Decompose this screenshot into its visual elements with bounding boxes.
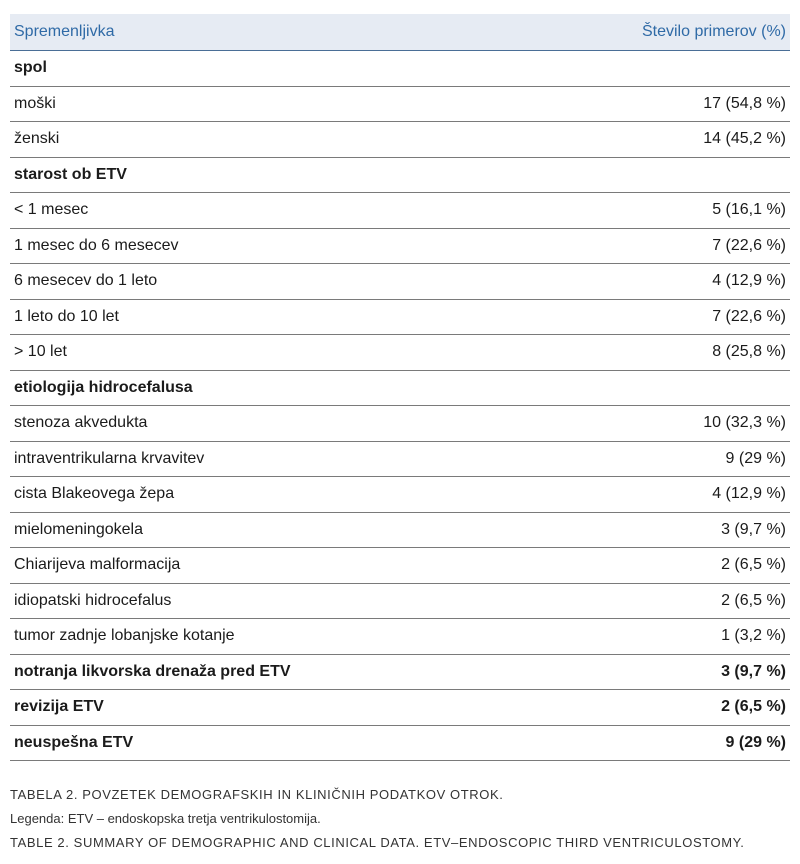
table-row: [10, 335, 790, 371]
table-row: [10, 299, 790, 335]
row-value: 14 (45,2 %): [515, 122, 790, 158]
row-value: [515, 370, 790, 406]
table-row: [10, 228, 790, 264]
table-row: [10, 122, 790, 158]
row-value: 7 (22,6 %): [515, 299, 790, 335]
table-row: [10, 512, 790, 548]
caption-english-title: TABLE 2. SUMMARY OF DEMOGRAPHIC AND CLINICAL DATA. ETV–ENDOSCOPIC THIRD VENTRICULOSTOMY.: [10, 835, 745, 850]
row-value: 10 (32,3 %): [515, 406, 790, 442]
section-header-row: [10, 51, 790, 87]
table-body: [10, 51, 790, 761]
row-value: 2 (6,5 %): [515, 583, 790, 619]
row-value: 4 (12,9 %): [515, 477, 790, 513]
table-row: [10, 725, 790, 761]
row-value: 9 (29 %): [515, 725, 790, 761]
table-row: [10, 654, 790, 690]
row-label: notranja likvorska drenaža pred ETV: [10, 654, 515, 690]
row-label: moški: [10, 86, 515, 122]
table-row: [10, 264, 790, 300]
table-row: [10, 619, 790, 655]
row-label: idiopatski hidrocefalus: [10, 583, 515, 619]
section-header-row: [10, 157, 790, 193]
row-label: < 1 mesec: [10, 193, 515, 229]
row-label: spol: [10, 51, 515, 87]
row-value: 9 (29 %): [515, 441, 790, 477]
row-value: 4 (12,9 %): [515, 264, 790, 300]
row-label: mielomeningokela: [10, 512, 515, 548]
row-value: 3 (9,7 %): [515, 654, 790, 690]
row-value: [515, 51, 790, 87]
row-label: tumor zadnje lobanjske kotanje: [10, 619, 515, 655]
header-case-count: Število primerov (%): [515, 14, 790, 51]
row-value: 1 (3,2 %): [515, 619, 790, 655]
table-row: [10, 86, 790, 122]
row-label: 1 leto do 10 let: [10, 299, 515, 335]
section-header-row: [10, 370, 790, 406]
row-value: 7 (22,6 %): [515, 228, 790, 264]
header-row: [10, 14, 790, 51]
row-value: 5 (16,1 %): [515, 193, 790, 229]
demographic-table: [10, 14, 790, 761]
row-value: 2 (6,5 %): [515, 548, 790, 584]
table-row: [10, 583, 790, 619]
row-label: revizija ETV: [10, 690, 515, 726]
row-label: ženski: [10, 122, 515, 158]
table-row: [10, 690, 790, 726]
table-caption: [10, 783, 790, 855]
row-label: 1 mesec do 6 mesecev: [10, 228, 515, 264]
row-label: cista Blakeovega žepa: [10, 477, 515, 513]
caption-slovene-title: TABELA 2. POVZETEK DEMOGRAFSKIH IN KLINIČNIH PODATKOV OTROK.: [10, 787, 504, 802]
row-label: etiologija hidrocefalusa: [10, 370, 515, 406]
table-row: [10, 441, 790, 477]
row-label: neuspešna ETV: [10, 725, 515, 761]
table-row: [10, 477, 790, 513]
row-label: starost ob ETV: [10, 157, 515, 193]
row-value: 17 (54,8 %): [515, 86, 790, 122]
caption-legend: Legenda: ETV – endoskopska tretja ventrikulostomija.: [10, 811, 321, 826]
row-label: stenoza akvedukta: [10, 406, 515, 442]
table-header: [10, 14, 790, 51]
table-row: [10, 548, 790, 584]
header-variable: Spremenljivka: [10, 14, 515, 51]
row-value: 2 (6,5 %): [515, 690, 790, 726]
row-label: Chiarijeva malformacija: [10, 548, 515, 584]
row-value: 8 (25,8 %): [515, 335, 790, 371]
table-row: [10, 406, 790, 442]
row-label: > 10 let: [10, 335, 515, 371]
table-row: [10, 193, 790, 229]
row-label: 6 mesecev do 1 leto: [10, 264, 515, 300]
row-value: 3 (9,7 %): [515, 512, 790, 548]
row-label: intraventrikularna krvavitev: [10, 441, 515, 477]
row-value: [515, 157, 790, 193]
